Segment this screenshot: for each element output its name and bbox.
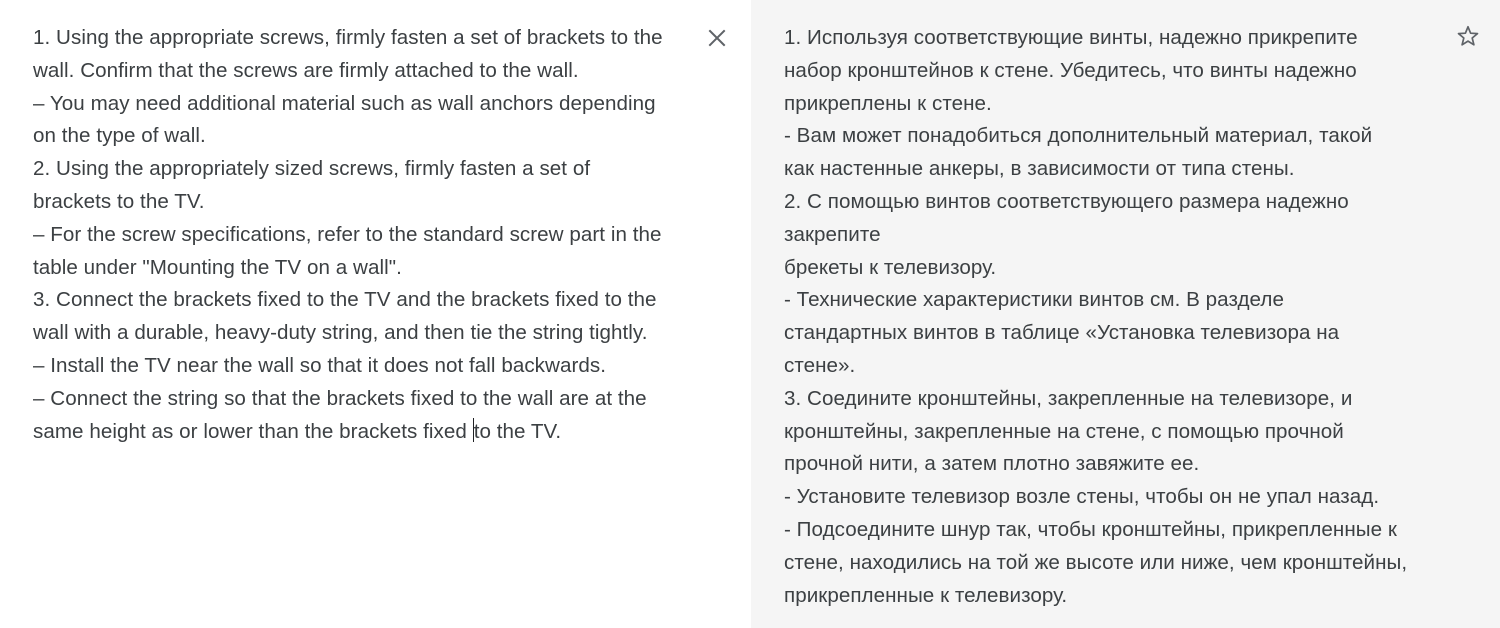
translation-line: 2. С помощью винтов соответствующего размера надежно: [784, 189, 1349, 213]
translation-line: - Технические характеристики винтов см. В разделе: [784, 288, 1284, 312]
translation-line: закрепите: [784, 222, 881, 246]
translation-line: стене».: [784, 353, 856, 377]
source-line: – You may need additional material such as wall anchors depending: [33, 91, 656, 115]
translation-text[interactable]: [784, 22, 1440, 612]
source-text-before-caret: same height as or lower than the brackets fixed: [33, 419, 473, 443]
translation-line: стене, находились на той же высоте или ниже, чем кронштейны,: [784, 550, 1408, 574]
translation-line: 1. Используя соответствующие винты, надежно прикрепите: [784, 26, 1358, 49]
translation-line: - Установите телевизор возле стены, чтобы он не упал назад.: [784, 485, 1380, 509]
source-text-after-caret: to the TV.: [473, 419, 562, 443]
star-outline-icon: [1456, 24, 1480, 48]
clear-source-button[interactable]: [703, 24, 731, 52]
close-icon: [707, 28, 727, 48]
source-line: 2. Using the appropriately sized screws, firmly fasten a set of: [33, 157, 591, 181]
source-line-with-caret: [33, 416, 691, 449]
source-text[interactable]: [33, 22, 691, 448]
translation-line: прочной нити, а затем плотно завяжите ее.: [784, 452, 1200, 476]
translation-line: набор кронштейнов к стене. Убедитесь, что винты надежно: [784, 58, 1357, 82]
source-line: on the type of wall.: [33, 124, 206, 148]
source-line: – Connect the string so that the brackets fixed to the wall are at the: [33, 386, 647, 410]
translation-line: прикреплены к стене.: [784, 91, 992, 115]
source-line: table under "Mounting the TV on a wall".: [33, 255, 402, 279]
source-line: 1. Using the appropriate screws, firmly fasten a set of brackets to the: [33, 26, 663, 49]
source-line: wall with a durable, heavy-duty string, and then tie the string tightly.: [33, 321, 648, 345]
translation-line: как настенные анкеры, в зависимости от типа стены.: [784, 157, 1295, 181]
translation-line: стандартных винтов в таблице «Установка телевизора на: [784, 321, 1340, 345]
translation-line: кронштейны, закрепленные на стене, с помощью прочной: [784, 419, 1344, 443]
source-line: 3. Connect the brackets fixed to the TV and the brackets fixed to the: [33, 288, 657, 312]
translation-line: - Вам может понадобиться дополнительный материал, такой: [784, 124, 1373, 148]
source-line: wall. Confirm that the screws are firmly attached to the wall.: [33, 58, 579, 82]
source-line: – For the screw specifications, refer to the standard screw part in the: [33, 222, 662, 246]
translation-line: брекеты к телевизору.: [784, 255, 997, 279]
translation-line: - Подсоедините шнур так, чтобы кронштейны, прикрепленные к: [784, 517, 1397, 541]
translation-line: 3. Соедините кронштейны, закрепленные на телевизоре, и: [784, 386, 1353, 410]
translation-line: прикрепленные к телевизору.: [784, 583, 1068, 607]
source-line: brackets to the TV.: [33, 189, 205, 213]
save-translation-button[interactable]: [1454, 22, 1482, 50]
translation-output-area: [751, 0, 1500, 628]
source-line: – Install the TV near the wall so that it does not fall backwards.: [33, 353, 606, 377]
